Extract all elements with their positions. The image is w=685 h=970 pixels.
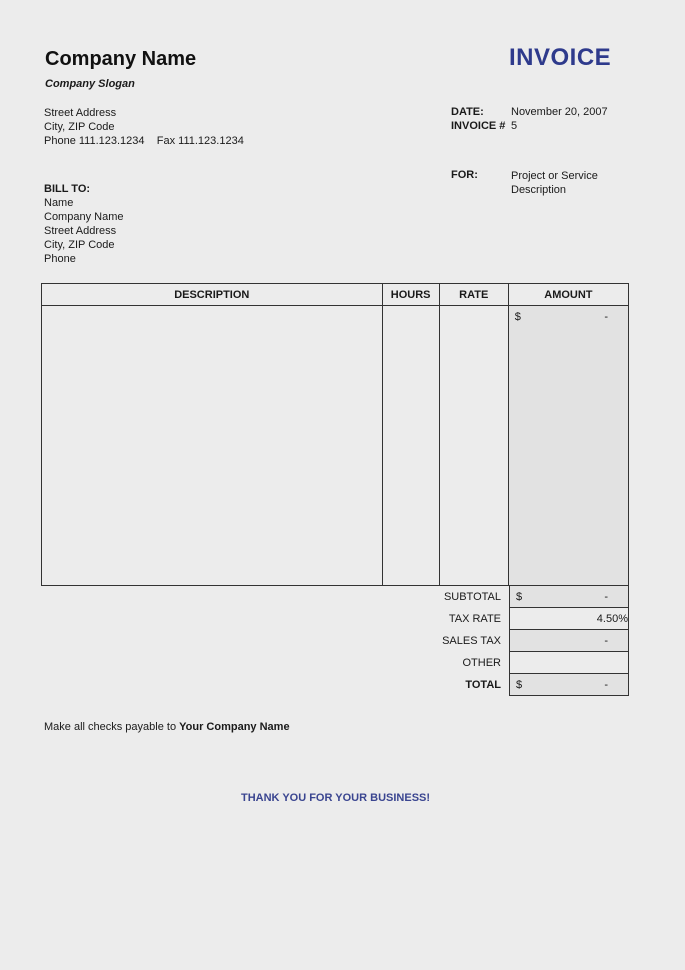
subtotal-label: SUBTOTAL (443, 590, 501, 603)
total-label: TOTAL (465, 678, 501, 691)
thank-you-message: THANK YOU FOR YOUR BUSINESS! (240, 792, 431, 804)
column-header-rate: RATE (439, 284, 508, 306)
bill-to-block (44, 182, 123, 266)
for-value-line1: Project or Service (511, 170, 598, 182)
subtotal-currency: $ (516, 590, 523, 603)
sender-contact (44, 134, 244, 148)
line-items-table (41, 283, 629, 586)
other-label: OTHER (462, 656, 501, 669)
bill-to-name: Name (44, 197, 74, 209)
bill-to-street: Street Address (44, 225, 117, 237)
column-header-hours: HOURS (382, 284, 439, 306)
company-name: Company Name (45, 48, 197, 70)
table-header-row (42, 284, 629, 306)
sender-city: City, ZIP Code (44, 121, 115, 133)
amount-value: - (604, 311, 608, 323)
total-value: - (604, 678, 608, 691)
column-header-amount: AMOUNT (508, 284, 628, 306)
invoice-title: INVOICE (509, 44, 612, 71)
amount-currency: $ (514, 311, 521, 323)
date-value: November 20, 2007 (511, 106, 608, 118)
date-label: DATE: (451, 106, 484, 118)
payable-note (44, 721, 290, 733)
for-value (511, 169, 598, 197)
description-cell[interactable] (42, 306, 383, 586)
tax-rate-label: TAX RATE (448, 612, 501, 625)
column-header-description: DESCRIPTION (42, 284, 383, 306)
invoice-number-label: INVOICE # (451, 120, 506, 132)
invoice-number-value: 5 (511, 120, 518, 132)
for-value-line2: Description (511, 184, 567, 196)
bill-to-label: BILL TO: (44, 183, 91, 195)
sender-fax: Fax 111.123.1234 (156, 135, 244, 147)
sales-tax-row (41, 630, 629, 652)
sales-tax-value: - (604, 634, 608, 647)
payable-prefix: Make all checks payable to (44, 721, 180, 733)
tax-rate-value[interactable]: 4.50% (510, 608, 629, 630)
totals-table (41, 585, 629, 696)
payable-company-name: Your Company Name (179, 721, 290, 733)
table-row (42, 306, 629, 586)
rate-cell[interactable] (439, 306, 508, 586)
subtotal-value-cell (510, 586, 629, 608)
other-row (41, 652, 629, 674)
subtotal-value: - (604, 590, 608, 603)
total-currency: $ (516, 678, 523, 691)
sales-tax-label: SALES TAX (442, 634, 501, 647)
sender-address (44, 106, 244, 148)
tax-rate-row (41, 608, 629, 630)
bill-to-city: City, ZIP Code (44, 239, 115, 251)
other-value[interactable] (510, 652, 629, 674)
sales-tax-value-cell (510, 630, 629, 652)
total-row (41, 674, 629, 696)
company-slogan: Company Slogan (45, 78, 135, 90)
amount-cell (508, 306, 628, 586)
total-value-cell (510, 674, 629, 696)
bill-to-company: Company Name (44, 211, 124, 223)
sender-phone: Phone 111.123.1234 (44, 135, 145, 147)
for-label: FOR: (451, 169, 478, 181)
subtotal-row (41, 586, 629, 608)
hours-cell[interactable] (382, 306, 439, 586)
bill-to-phone: Phone (44, 253, 76, 265)
sender-street: Street Address (44, 107, 117, 119)
